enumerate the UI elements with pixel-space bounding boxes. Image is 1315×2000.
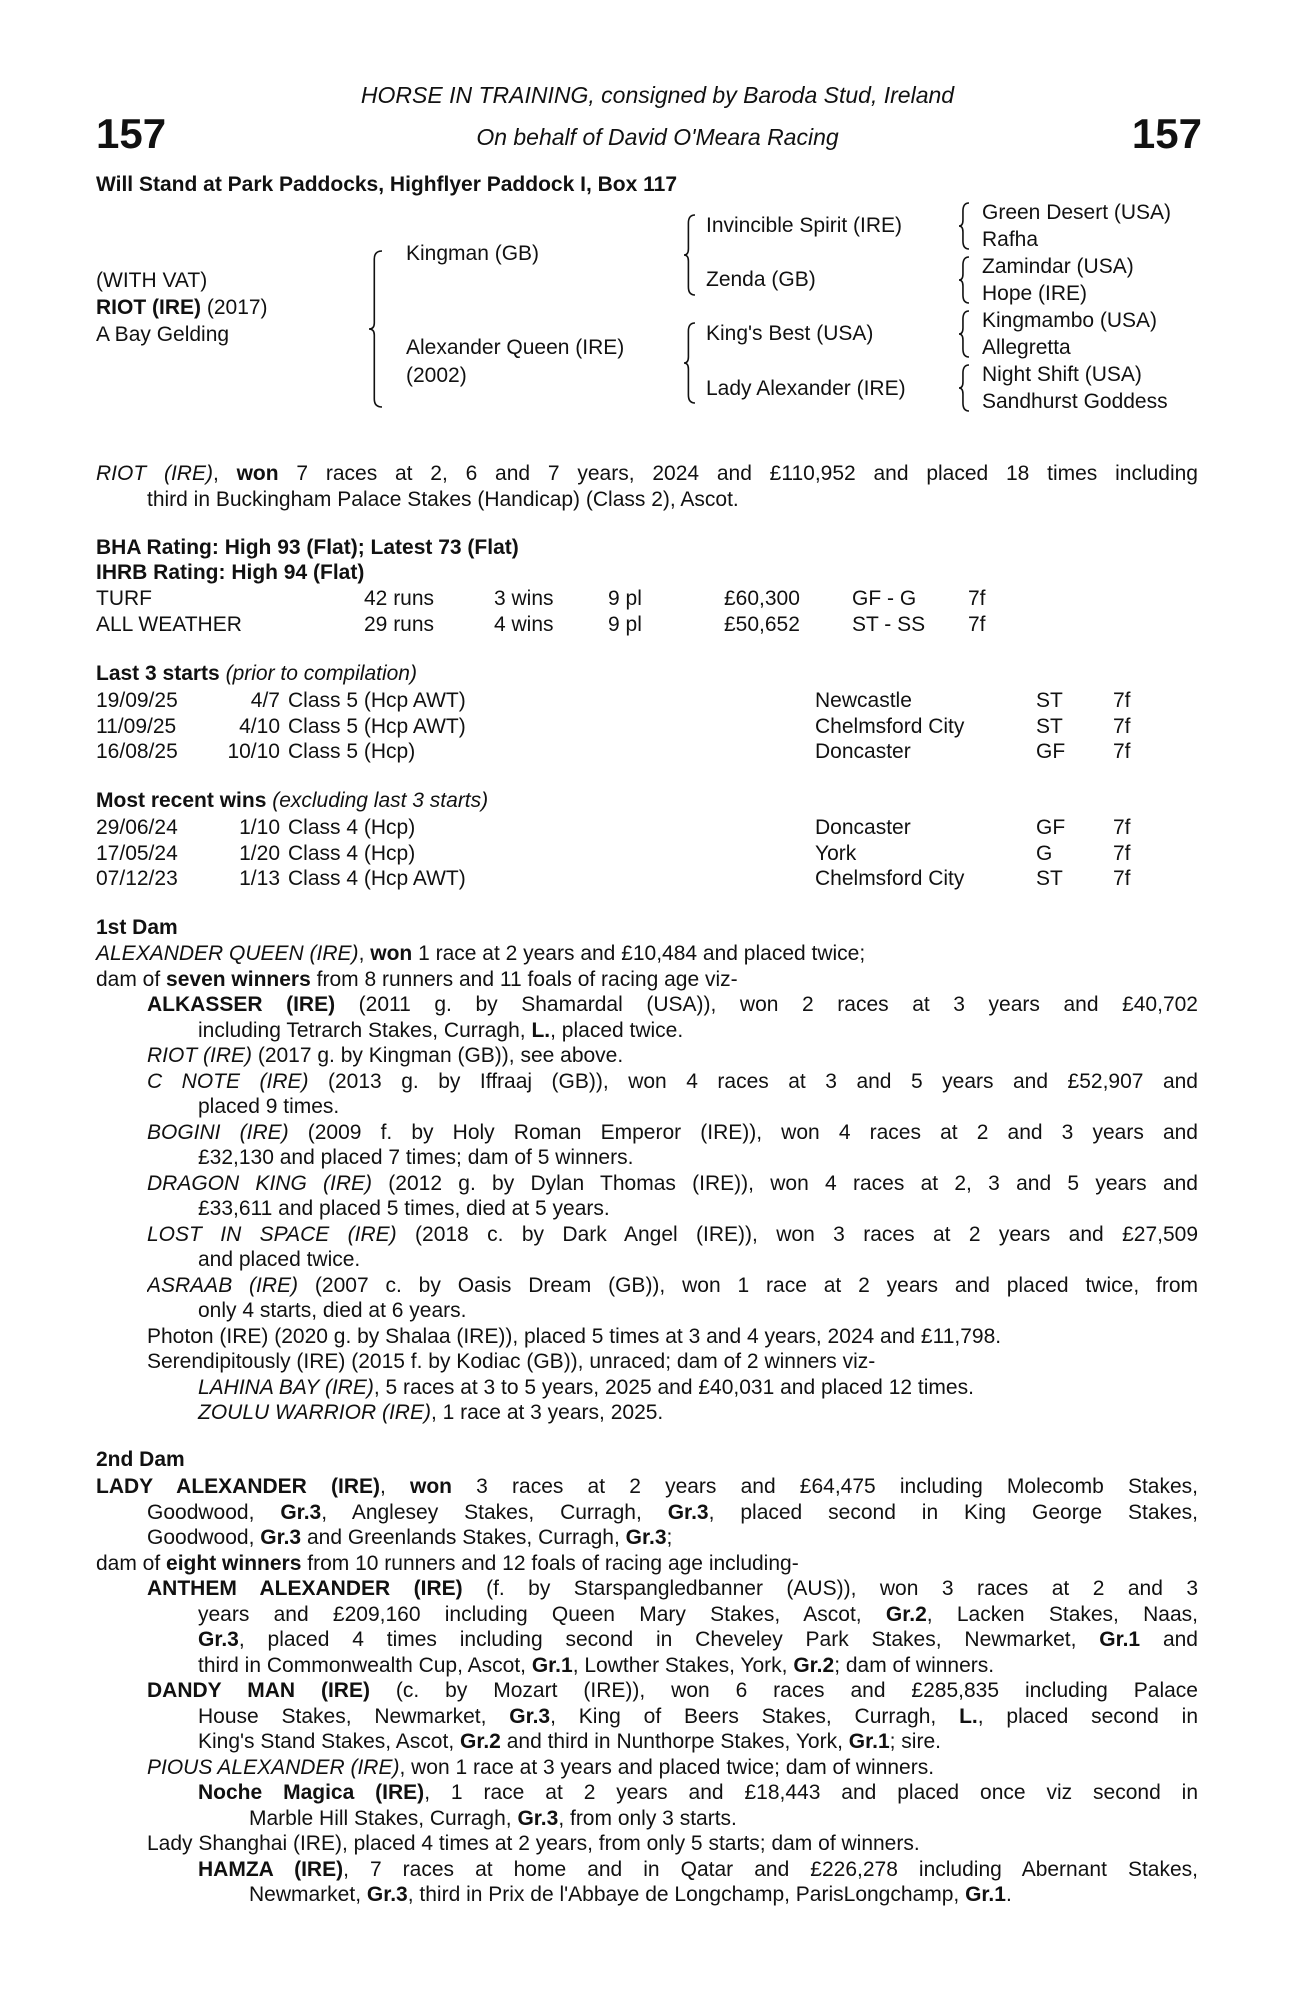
text-run: Gr.1 — [1099, 1628, 1141, 1651]
text-run: third in Commonwealth Cup, Ascot, — [198, 1653, 532, 1677]
text-run: Photon (IRE) (2020 g. by Shalaa (IRE)), placed 5 times at 3 and 4 years, 2024 and £11,798. — [147, 1324, 1002, 1348]
text-entry — [96, 1043, 1198, 1069]
text-run: (2009 f. by Holy Roman Emperor (IRE)), won 4 races at 2 and 3 years and — [288, 1120, 1198, 1144]
text-run: 1 race at 2 years and £10,484 and placed twice; — [412, 942, 866, 965]
text-run: , 1 race at 3 years, 2025. — [430, 1401, 664, 1424]
text-run: Gr.2 — [885, 1602, 927, 1626]
text-run: Newmarket, — [249, 1883, 367, 1906]
text-line — [96, 967, 1198, 993]
cell-distance: 7f — [968, 587, 986, 610]
table-row — [0, 714, 1315, 740]
text-run: Gr.3 — [667, 1500, 709, 1524]
text-run: Gr.3 — [509, 1704, 551, 1728]
text-line — [96, 1551, 1198, 1577]
text-run: dam of — [96, 967, 167, 991]
text-entry — [96, 1857, 1198, 1908]
text-line — [96, 461, 1198, 487]
text-entry — [96, 461, 1198, 512]
cell-distance: 7f — [1113, 867, 1131, 890]
cell-going: GF — [1036, 740, 1066, 763]
table-row — [0, 612, 1315, 638]
cell-race: Class 5 (Hcp AWT) — [288, 689, 466, 712]
text-line — [96, 1474, 1198, 1500]
cell-course: Newcastle — [815, 689, 912, 712]
text-run: L. — [531, 1018, 551, 1042]
text-line — [198, 1780, 1198, 1806]
text-run: ZOULU WARRIOR (IRE) — [198, 1401, 431, 1424]
pedigree-brace — [683, 214, 695, 302]
pedigree-brace — [958, 256, 969, 310]
brace-icon — [683, 322, 695, 404]
text-run: , 1 race at 2 years and £18,443 and placed once viz second in — [424, 1781, 1198, 1804]
text-run: House Stakes, Newmarket, — [198, 1704, 510, 1728]
pedigree-brace — [958, 202, 969, 256]
table-row — [0, 866, 1315, 892]
text-run: L. — [959, 1704, 978, 1728]
text-entry — [96, 1273, 1198, 1324]
pedigree-dam: Alexander Queen (IRE) — [406, 336, 625, 359]
text-run: Marble Hill Stakes, Curragh, — [249, 1806, 518, 1830]
text-entry — [96, 1069, 1198, 1120]
text-run: seven winners — [166, 967, 311, 991]
pedigree-gen3: Zamindar (USA) — [982, 255, 1134, 278]
text-run: LADY ALEXANDER (IRE) — [96, 1475, 381, 1498]
text-run: HAMZA (IRE) — [198, 1857, 344, 1881]
recent-wins-heading — [96, 789, 488, 813]
text-entry — [96, 1551, 1198, 1577]
cell-runs: 29 runs — [364, 612, 435, 636]
text-line — [147, 1324, 1198, 1350]
text-run: Gr.3 — [517, 1806, 559, 1830]
text-run: including Tetrarch Stakes, Curragh, — [198, 1018, 532, 1042]
text-entry — [96, 1222, 1198, 1273]
text-run: , — [380, 1475, 411, 1498]
text-run: , placed second in King George Stakes, — [708, 1500, 1198, 1524]
cell-date: 29/06/24 — [96, 816, 178, 839]
text-run: (2012 g. by Dylan Thomas (IRE)), won 4 races at 2, 3 and 5 years and — [372, 1171, 1198, 1195]
text-run: from 10 runners and 12 foals of racing age including- — [301, 1551, 799, 1575]
text-run: Gr.3 — [260, 1526, 302, 1549]
horse-year: (2017) — [206, 296, 268, 319]
recent-wins-note: (excluding last 3 starts) — [272, 789, 489, 812]
text-line — [147, 1500, 1198, 1526]
text-run: DANDY MAN (IRE) — [147, 1679, 370, 1702]
text-run: , Lacken Stakes, Naas, — [926, 1602, 1198, 1626]
text-run: , third in Prix de l'Abbaye de Longchamp, ParisLongchamp, — [407, 1883, 966, 1906]
text-run: , — [358, 942, 371, 965]
stand-location: Will Stand at Park Paddocks, Highflyer Paddock I, Box 117 — [96, 173, 677, 196]
lot-number-left: 157 — [96, 110, 167, 157]
cell-course: Chelmsford City — [815, 867, 965, 890]
cell-date: 11/09/25 — [96, 714, 177, 738]
text-run: only 4 starts, died at 6 years. — [198, 1299, 467, 1322]
brace-icon — [368, 250, 382, 408]
text-line — [147, 1755, 1198, 1781]
text-line — [198, 1018, 1198, 1044]
cell-date: 19/09/25 — [96, 689, 178, 712]
cell-going: ST — [1036, 714, 1063, 738]
pedigree-dam-year: (2002) — [406, 364, 467, 387]
text-run: ; — [666, 1526, 673, 1549]
table-row — [0, 586, 1315, 612]
pedigree-gen2: Invincible Spirit (IRE) — [706, 214, 903, 237]
race-summary — [96, 461, 1198, 512]
text-run: RIOT (IRE) — [96, 462, 213, 485]
text-run: , from only 3 starts. — [558, 1806, 737, 1830]
text-entry — [96, 941, 1198, 967]
cell-date: 16/08/25 — [96, 740, 178, 763]
text-run: LOST IN SPACE (IRE) — [147, 1222, 397, 1246]
text-line — [198, 1145, 1198, 1171]
cell-pos: 4/7 — [250, 689, 280, 712]
text-line — [198, 1375, 1198, 1401]
pedigree-brace — [368, 250, 382, 414]
pedigree-gen3: Night Shift (USA) — [982, 363, 1142, 386]
pedigree-gen3: Sandhurst Goddess — [982, 390, 1168, 413]
pedigree-gen3: Allegretta — [982, 336, 1071, 359]
cell-distance: 7f — [1113, 816, 1131, 839]
text-run: Gr.1 — [531, 1653, 573, 1677]
text-run: , Anglesey Stakes, Curragh, — [321, 1500, 668, 1524]
text-run: (2013 g. by Iffraaj (GB)), won 4 races at 3 and 5 years and £52,907 and — [308, 1069, 1198, 1093]
cell-race: Class 5 (Hcp) — [288, 740, 416, 763]
text-line — [147, 992, 1198, 1018]
text-run: , placed second in — [977, 1704, 1198, 1728]
cell-course: Doncaster — [815, 816, 911, 839]
text-line — [147, 487, 1198, 513]
pedigree-gen3: Kingmambo (USA) — [982, 309, 1158, 332]
cell-going: GF — [1036, 816, 1066, 839]
brace-icon — [958, 256, 969, 304]
text-run: ; dam of winners. — [834, 1653, 995, 1677]
table-row — [0, 841, 1315, 867]
cell-surface: TURF — [96, 587, 152, 610]
text-run: (2011 g. by Shamardal (USA)), won 2 races at 3 years and £40,702 — [335, 993, 1198, 1016]
text-entry — [96, 1780, 1198, 1831]
text-run: , won 1 race at 3 years and placed twice; dam of winners. — [399, 1755, 935, 1779]
text-entry — [96, 1324, 1198, 1350]
cell-prize: £50,652 — [724, 612, 800, 636]
text-run: King's Stand Stakes, Ascot, — [198, 1730, 460, 1753]
last-starts-title: Last 3 starts — [96, 662, 220, 685]
text-line — [147, 1069, 1198, 1095]
text-run: and third in Nunthorpe Stakes, York, — [500, 1730, 849, 1753]
text-line — [147, 1576, 1198, 1602]
text-run: Gr.2 — [793, 1653, 835, 1677]
second-dam-title: 2nd Dam — [96, 1448, 185, 1471]
text-run: won — [370, 942, 413, 965]
table-row — [0, 739, 1315, 765]
cell-wins: 4 wins — [494, 612, 554, 636]
text-run: won — [236, 462, 279, 485]
text-run: (2017 g. by Kingman (GB)), see above. — [252, 1044, 624, 1067]
cell-going: ST — [1036, 689, 1063, 712]
text-entry — [96, 1375, 1198, 1401]
pedigree-gen2: Lady Alexander (IRE) — [706, 377, 906, 400]
cell-distance: 7f — [1113, 714, 1131, 738]
pedigree-gen3: Hope (IRE) — [982, 282, 1088, 305]
text-run: Gr.3 — [280, 1500, 322, 1524]
text-line — [249, 1882, 1198, 1908]
text-run: Gr.2 — [460, 1730, 501, 1753]
cell-distance: 7f — [1113, 689, 1131, 712]
text-line — [198, 1857, 1198, 1883]
text-run: Gr.3 — [198, 1628, 239, 1651]
text-run: and — [1140, 1628, 1198, 1651]
text-run: placed 9 times. — [198, 1095, 340, 1118]
pedigree-gen3: Green Desert (USA) — [982, 201, 1172, 224]
cell-runs: 42 runs — [364, 587, 435, 610]
cell-race: Class 4 (Hcp AWT) — [288, 867, 466, 890]
cell-placed: 9 pl — [608, 612, 642, 636]
text-run: 3 races at 2 years and £64,475 including Molecomb Stakes, — [452, 1475, 1198, 1498]
text-run: , Lowther Stakes, York, — [572, 1653, 794, 1677]
first-dam-title: 1st Dam — [96, 916, 178, 939]
text-line — [198, 1704, 1198, 1730]
text-run: ALKASSER (IRE) — [147, 993, 336, 1016]
text-run: years and £209,160 including Queen Mary Stakes, Ascot, — [198, 1602, 886, 1626]
cell-pos: 4/10 — [239, 714, 280, 738]
horse-name: RIOT (IRE) — [96, 296, 201, 319]
cell-prize: £60,300 — [724, 587, 800, 610]
cell-going: GF - G — [852, 587, 917, 610]
text-run: £32,130 and placed 7 times; dam of 5 winners. — [198, 1146, 634, 1169]
text-run: Noche Magica (IRE) — [198, 1781, 425, 1804]
last-starts-note: (prior to compilation) — [225, 662, 417, 685]
second-dam-text — [96, 1474, 1198, 1908]
bha-rating: BHA Rating: High 93 (Flat); Latest 73 (Flat) — [96, 536, 519, 559]
pedigree-gen2: Zenda (GB) — [706, 268, 816, 291]
text-run: C NOTE (IRE) — [147, 1069, 309, 1093]
text-line — [147, 1222, 1198, 1248]
text-line — [147, 1831, 1198, 1857]
pedigree-gen2: King's Best (USA) — [706, 322, 874, 345]
text-entry — [96, 1831, 1198, 1857]
text-line — [198, 1729, 1198, 1755]
horse-description: A Bay Gelding — [96, 323, 230, 346]
text-line — [198, 1298, 1198, 1324]
text-run: . — [1005, 1883, 1012, 1906]
text-line — [147, 1043, 1198, 1069]
table-row — [0, 688, 1315, 714]
text-run: from 8 runners and 11 foals of racing age viz- — [310, 967, 738, 991]
text-line — [96, 941, 1198, 967]
text-line — [147, 1171, 1198, 1197]
text-entry — [96, 1755, 1198, 1781]
cell-going: ST — [1036, 867, 1063, 890]
pedigree-gen3: Rafha — [982, 228, 1039, 251]
cell-going: G — [1036, 841, 1053, 865]
text-run: Gr.1 — [965, 1883, 1006, 1906]
text-run: ASRAAB (IRE) — [147, 1273, 299, 1297]
text-run: won — [410, 1475, 453, 1498]
text-run: ; sire. — [889, 1730, 941, 1753]
text-run: (c. by Mozart (IRE)), won 6 races and £285,835 including Palace — [369, 1679, 1198, 1702]
cell-course: York — [815, 841, 857, 865]
text-line — [147, 1120, 1198, 1146]
text-run: BOGINI (IRE) — [147, 1120, 289, 1144]
text-run: and Greenlands Stakes, Curragh, — [301, 1526, 626, 1549]
text-run: ALEXANDER QUEEN (IRE) — [96, 942, 359, 965]
text-run: , 7 races at home and in Qatar and £226,278 including Abernant Stakes, — [343, 1857, 1198, 1881]
text-line — [198, 1627, 1198, 1653]
text-run: Gr.1 — [848, 1730, 890, 1753]
brace-icon — [958, 202, 969, 250]
text-run: (2018 c. by Dark Angel (IRE)), won 3 races at 2 years and £27,509 — [396, 1222, 1198, 1246]
text-line — [198, 1247, 1198, 1273]
text-entry — [96, 1474, 1198, 1551]
text-entry — [96, 1678, 1198, 1755]
cell-pos: 10/10 — [227, 740, 280, 763]
text-line — [147, 1525, 1198, 1551]
text-run: 7 races at 2, 6 and 7 years, 2024 and £110,952 and placed 18 times including — [278, 462, 1198, 485]
text-run: DRAGON KING (IRE) — [147, 1171, 373, 1195]
text-line — [198, 1400, 1198, 1426]
cell-going: ST - SS — [852, 612, 926, 636]
text-run: PIOUS ALEXANDER (IRE) — [147, 1755, 400, 1779]
cell-distance: 7f — [968, 612, 986, 636]
cell-pos: 1/10 — [239, 816, 280, 839]
brace-icon — [958, 310, 969, 358]
cell-pos: 1/20 — [239, 841, 280, 865]
text-line — [198, 1653, 1198, 1679]
text-line — [198, 1094, 1198, 1120]
consignor-line: On behalf of David O'Meara Racing — [476, 124, 839, 150]
text-run: Serendipitously (IRE) (2015 f. by Kodiac (GB)), unraced; dam of 2 winners viz- — [147, 1350, 876, 1373]
cell-distance: 7f — [1113, 740, 1131, 763]
text-line — [147, 1349, 1198, 1375]
text-run: Goodwood, — [147, 1500, 281, 1524]
brace-icon — [683, 214, 695, 296]
text-line — [147, 1678, 1198, 1704]
text-run: , King of Beers Stakes, Curragh, — [550, 1704, 960, 1728]
pedigree-sire: Kingman (GB) — [406, 242, 540, 265]
recent-wins-title: Most recent wins — [96, 789, 267, 812]
table-row — [0, 815, 1315, 841]
pedigree-brace — [958, 364, 969, 418]
vat-note: (WITH VAT) — [96, 269, 208, 292]
text-run: eight winners — [166, 1551, 302, 1575]
cell-race: Class 4 (Hcp) — [288, 816, 416, 839]
text-run: Goodwood, — [147, 1526, 261, 1549]
cell-wins: 3 wins — [494, 587, 554, 610]
cell-pos: 1/13 — [239, 867, 280, 890]
pedigree-brace — [683, 322, 695, 410]
ihrb-rating: IHRB Rating: High 94 (Flat) — [96, 561, 365, 584]
text-run: ANTHEM ALEXANDER (IRE) — [147, 1577, 463, 1600]
horse-name-line — [96, 296, 268, 320]
text-run: , placed twice. — [550, 1018, 684, 1042]
sale-type-heading: HORSE IN TRAINING, consigned by Baroda Stud, Ireland — [360, 82, 955, 108]
text-run: and placed twice. — [198, 1248, 361, 1271]
text-run: Gr.3 — [625, 1526, 667, 1549]
cell-surface: ALL WEATHER — [96, 612, 242, 636]
text-run: (2007 c. by Oasis Dream (GB)), won 1 race at 2 years and placed twice, from — [298, 1273, 1198, 1297]
cell-date: 17/05/24 — [96, 841, 178, 865]
text-run: , 5 races at 3 to 5 years, 2025 and £40,031 and placed 12 times. — [373, 1375, 974, 1399]
text-line — [198, 1196, 1198, 1222]
text-line — [147, 1273, 1198, 1299]
text-entry — [96, 967, 1198, 993]
text-line — [249, 1806, 1198, 1832]
last-starts-heading — [96, 662, 417, 686]
text-run: third in Buckingham Palace Stakes (Handicap) (Class 2), Ascot. — [147, 487, 739, 511]
cell-date: 07/12/23 — [96, 867, 178, 890]
text-run: Gr.3 — [366, 1883, 408, 1906]
text-entry — [96, 1120, 1198, 1171]
text-run: (f. by Starspangledbanner (AUS)), won 3 races at 2 and 3 — [462, 1577, 1198, 1600]
brace-icon — [958, 364, 969, 412]
pedigree-brace — [958, 310, 969, 364]
text-entry — [96, 1349, 1198, 1375]
cell-placed: 9 pl — [608, 587, 642, 610]
cell-course: Chelmsford City — [815, 714, 965, 738]
text-run: , placed 4 times including second in Cheveley Park Stakes, Newmarket, — [238, 1628, 1100, 1651]
cell-course: Doncaster — [815, 740, 911, 763]
text-line — [198, 1602, 1198, 1628]
cell-race: Class 5 (Hcp AWT) — [288, 714, 466, 738]
cell-race: Class 4 (Hcp) — [288, 841, 416, 865]
text-run: LAHINA BAY (IRE) — [198, 1375, 374, 1399]
text-run: RIOT (IRE) — [147, 1044, 252, 1067]
text-run: , — [212, 462, 237, 485]
text-run: dam of — [96, 1551, 167, 1575]
text-entry — [96, 1171, 1198, 1222]
lot-number-right: 157 — [1131, 110, 1202, 157]
text-run: £33,611 and placed 5 times, died at 5 years. — [198, 1197, 610, 1220]
text-entry — [96, 1576, 1198, 1678]
text-entry — [96, 1400, 1198, 1426]
text-entry — [96, 992, 1198, 1043]
text-run: Lady Shanghai (IRE), placed 4 times at 2 years, from only 5 starts; dam of winners. — [147, 1832, 920, 1855]
cell-distance: 7f — [1113, 841, 1131, 865]
first-dam-text — [96, 941, 1198, 1426]
